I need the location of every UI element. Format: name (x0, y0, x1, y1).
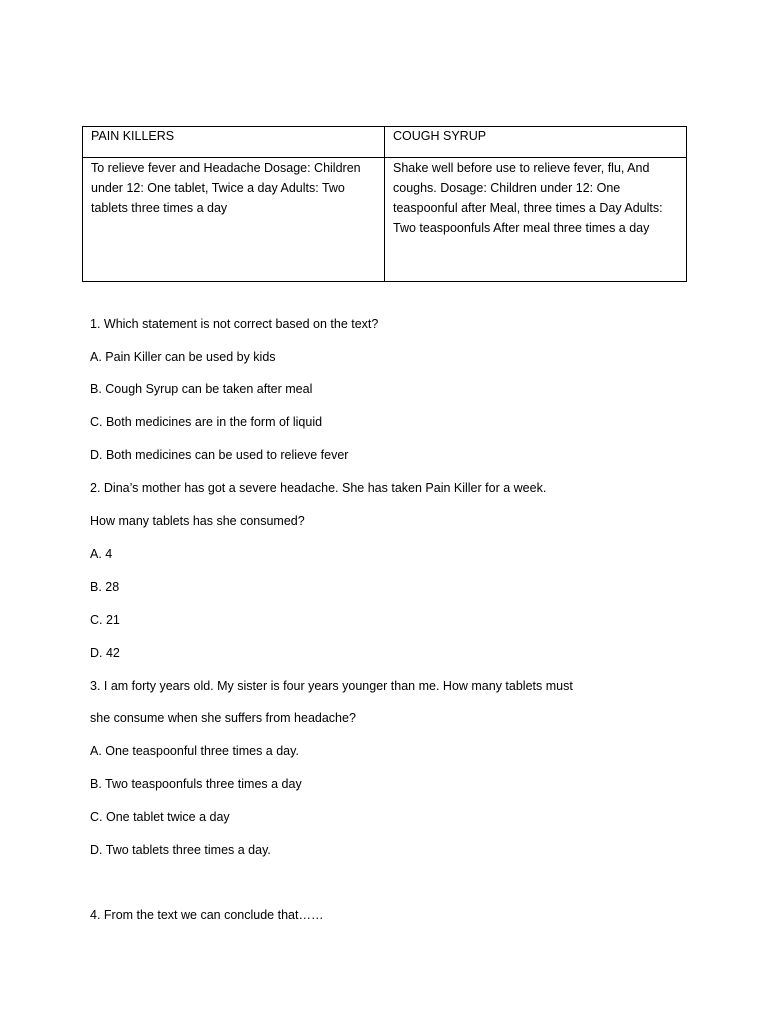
question-1-option-c: C. Both medicines are in the form of liquid (90, 415, 323, 429)
header-pain-killers: PAIN KILLERS (91, 129, 175, 143)
question-3-continued: she consume when she suffers from headache? (90, 711, 356, 725)
pain-killers-description: To relieve fever and Headache Dosage: Children under 12: One tablet, Twice a day Adults: Two tablets three times a day (91, 161, 361, 215)
question-2-option-d: D. 42 (90, 646, 120, 660)
question-2-option-b: B. 28 (90, 580, 120, 594)
question-3-option-c: C. One tablet twice a day (90, 810, 230, 824)
body-cell-pain-killers (83, 158, 385, 282)
question-3-option-a: A. One teaspoonful three times a day. (90, 744, 299, 758)
question-2-continued: How many tablets has she consumed? (90, 514, 305, 528)
question-2-option-c: C. 21 (90, 613, 120, 627)
question-1: 1. Which statement is not correct based on the text? (90, 317, 379, 331)
question-1-option-b: B. Cough Syrup can be taken after meal (90, 382, 313, 396)
table-header-row (83, 127, 687, 158)
medicine-info-table (82, 126, 687, 282)
question-3: 3. I am forty years old. My sister is four years younger than me. How many tablets must (90, 679, 573, 693)
question-1-option-a: A. Pain Killer can be used by kids (90, 350, 276, 364)
header-cell-cough-syrup (385, 127, 687, 158)
question-2-option-a: A. 4 (90, 547, 113, 561)
question-3-option-b: B. Two teaspoonfuls three times a day (90, 777, 302, 791)
question-2: 2. Dina’s mother has got a severe headache. She has taken Pain Killer for a week. (90, 481, 547, 495)
question-4: 4. From the text we can conclude that…… (90, 908, 324, 922)
question-3-option-d: D. Two tablets three times a day. (90, 843, 271, 857)
table-body-row (83, 158, 687, 282)
body-cell-cough-syrup (385, 158, 687, 282)
cough-syrup-description: Shake well before use to relieve fever, flu, And coughs. Dosage: Children under 12: One teaspoonful after Meal, three times a Day Adults: Two teaspoonfuls After meal three times a day (393, 161, 663, 235)
question-1-option-d: D. Both medicines can be used to relieve fever (90, 448, 349, 462)
header-cell-pain-killers (83, 127, 385, 158)
header-cough-syrup: COUGH SYRUP (393, 129, 487, 143)
